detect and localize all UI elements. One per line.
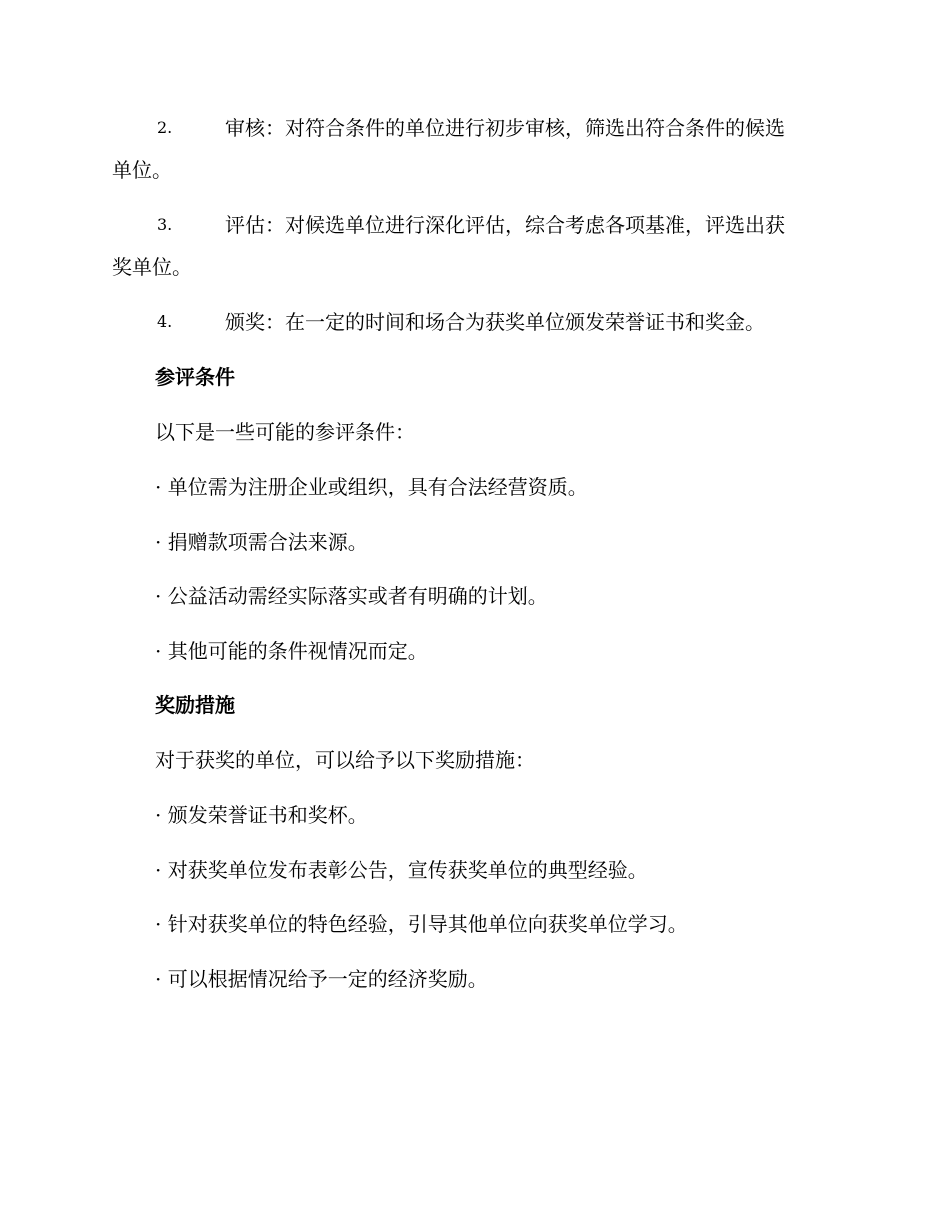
bullet-item: · 其他可能的条件视情况而定。 <box>155 639 428 663</box>
bullet-item: · 针对获奖单位的特色经验，引导其他单位向获奖单位学习。 <box>155 912 688 936</box>
bullet-item: · 捐赠款项需合法来源。 <box>155 530 368 554</box>
step-text-continued: 奖单位。 <box>112 255 192 279</box>
step-text: 颁奖：在一定的时间和场合为获奖单位颁发荣誉证书和奖金。 <box>225 310 765 334</box>
step-text: 审核：对符合条件的单位进行初步审核，筛选出符合条件的候选 <box>225 116 785 140</box>
step-text-continued: 单位。 <box>112 158 172 182</box>
bullet-item: · 单位需为注册企业或组织，具有合法经营资质。 <box>155 475 588 499</box>
section-heading: 奖励措施 <box>155 693 235 717</box>
bullet-item: · 公益活动需经实际落实或者有明确的计划。 <box>155 584 548 608</box>
section-heading: 参评条件 <box>155 365 235 389</box>
step-number: 3. <box>157 215 173 234</box>
bullet-item: · 可以根据情况给予一定的经济奖励。 <box>155 967 488 991</box>
bullet-item: · 对获奖单位发布表彰公告，宣传获奖单位的典型经验。 <box>155 858 648 882</box>
step-number: 2. <box>157 118 173 137</box>
bullet-item: · 颁发荣誉证书和奖杯。 <box>155 803 368 827</box>
step-text: 评估：对候选单位进行深化评估，综合考虑各项基准，评选出获 <box>225 213 785 237</box>
section-intro: 以下是一些可能的参评条件： <box>155 420 415 444</box>
step-number: 4. <box>157 312 173 331</box>
section-intro: 对于获奖的单位，可以给予以下奖励措施： <box>155 748 535 772</box>
